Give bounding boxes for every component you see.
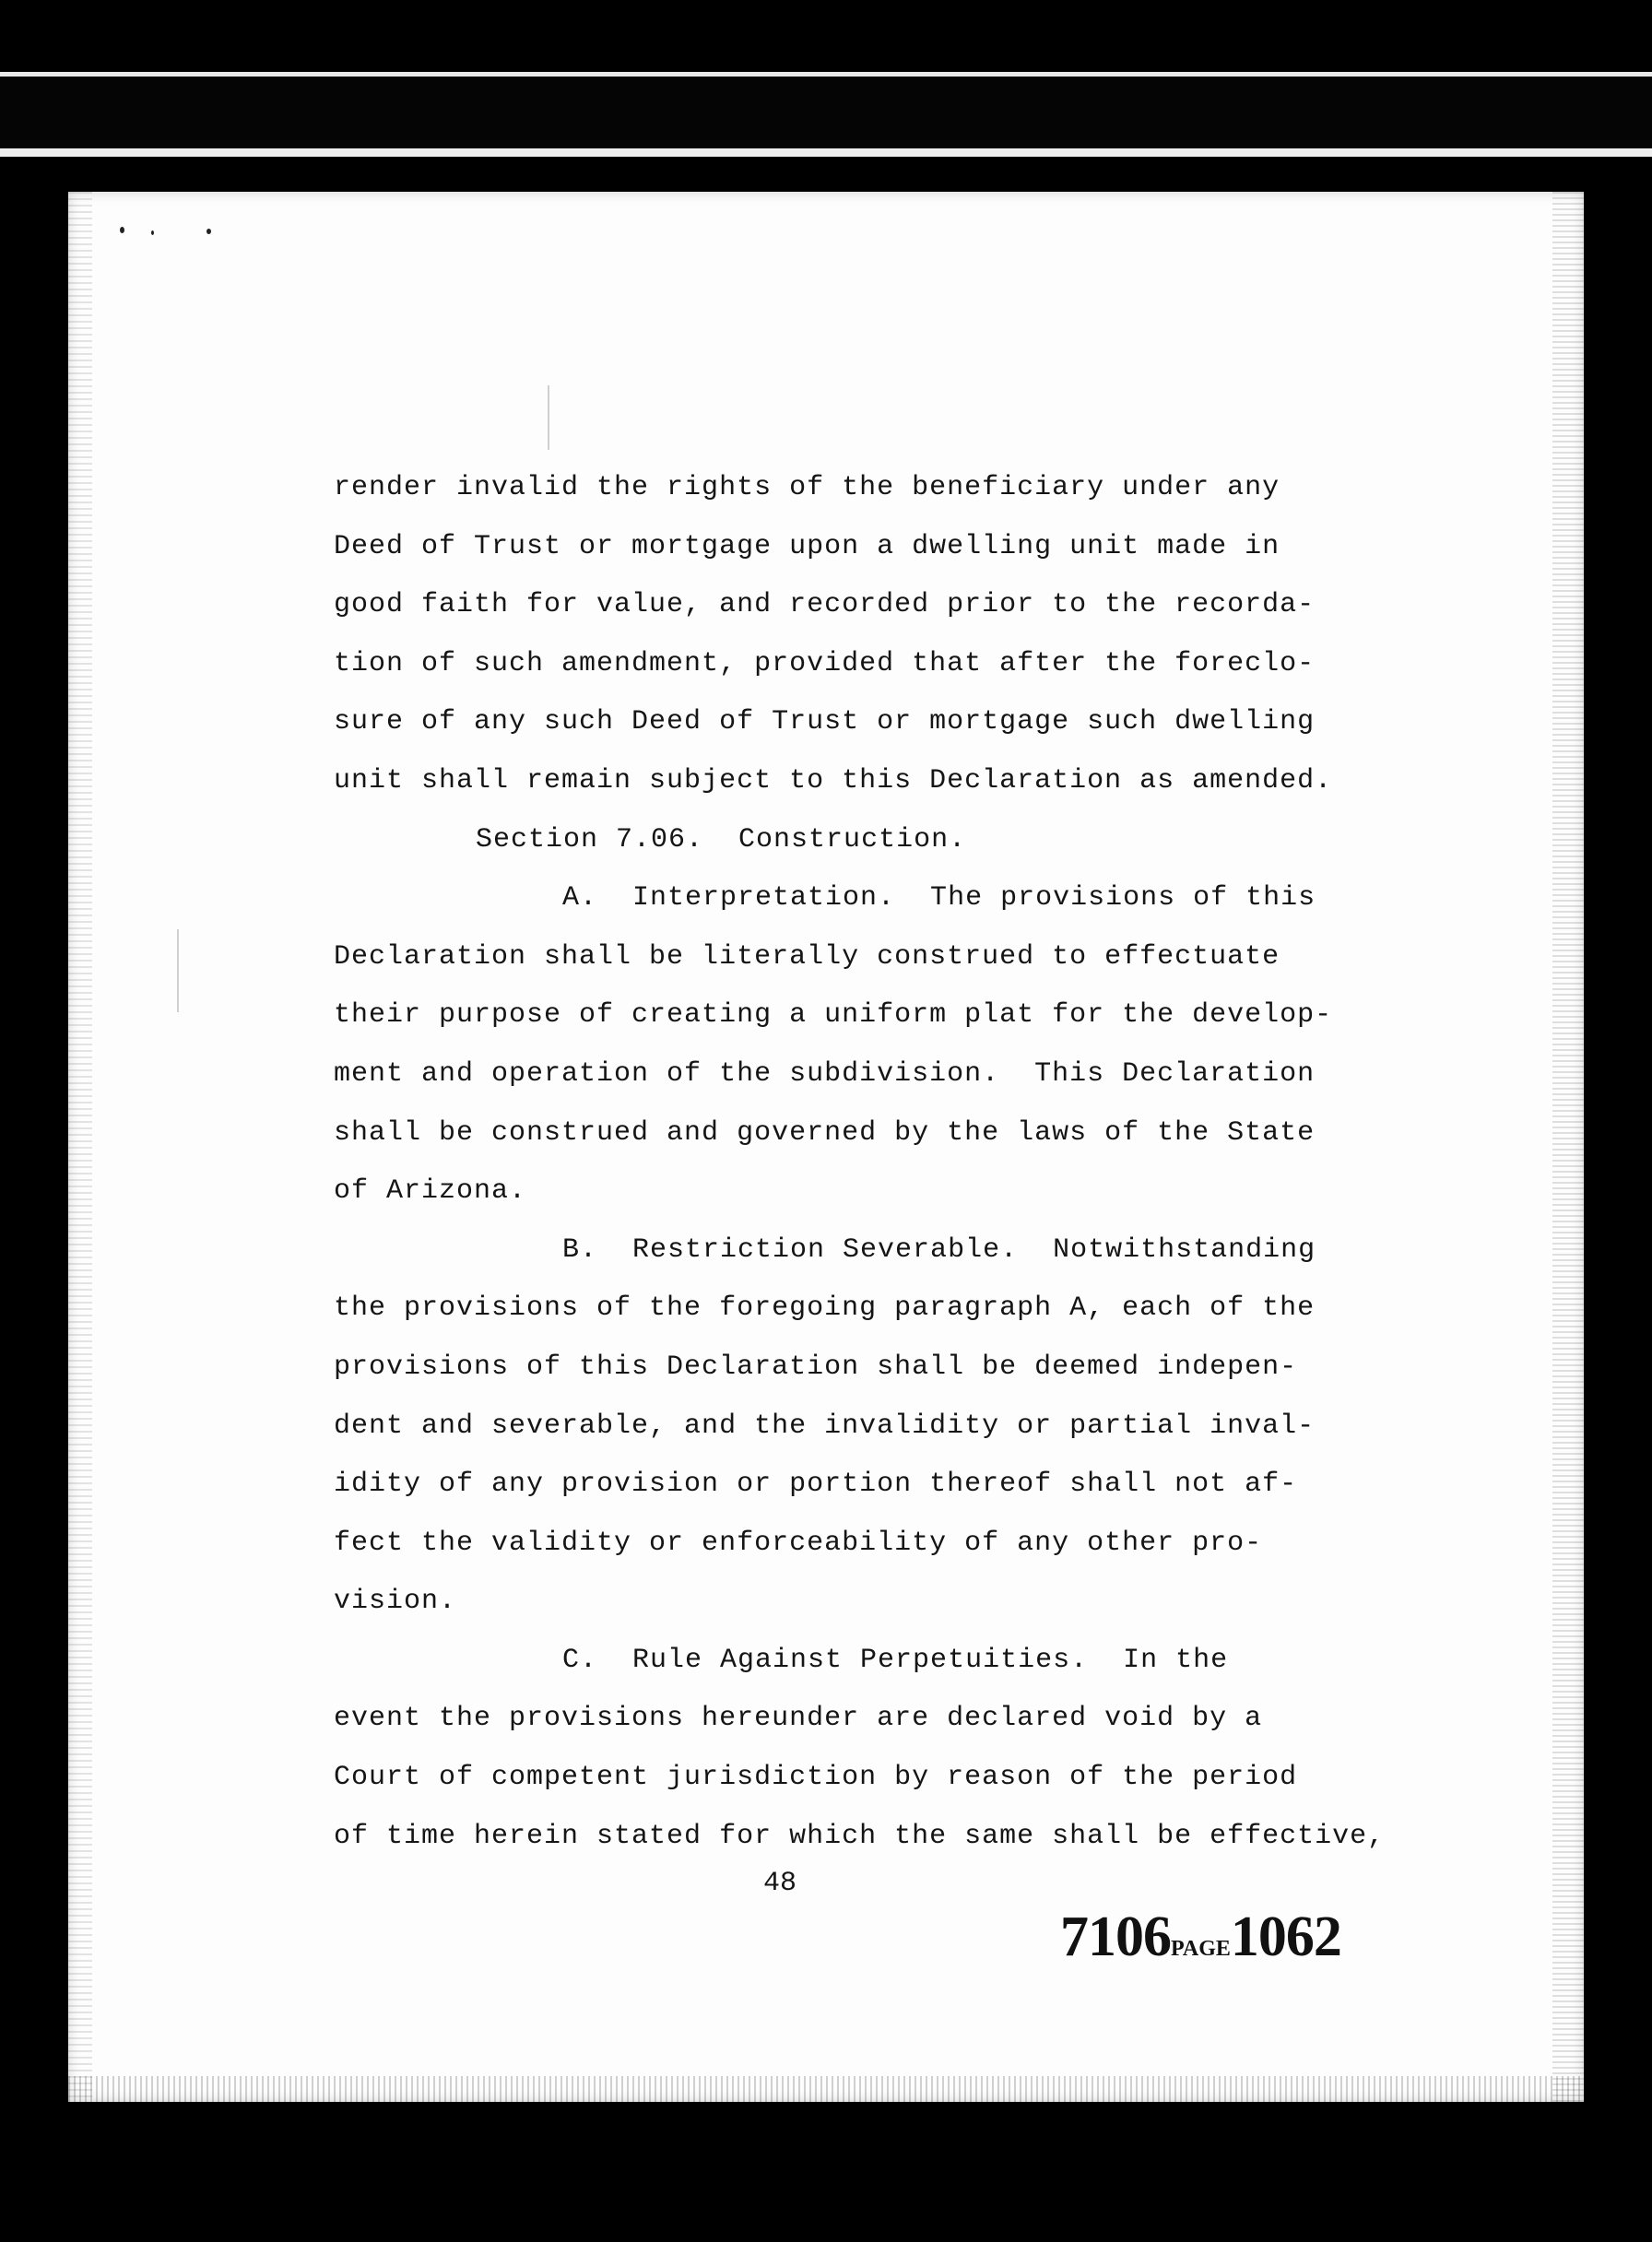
text-line: good faith for value, and recorded prior to the recorda- — [334, 589, 1316, 621]
scan-noise-left — [68, 192, 92, 2102]
scan-rule — [0, 148, 1652, 157]
scan-border-top — [0, 0, 1652, 72]
text-line: of time herein stated for which the same shall be effective, — [334, 1820, 1386, 1852]
text-line: provisions of this Declaration shall be deemed indepen- — [334, 1351, 1298, 1383]
declaration-body — [334, 459, 1440, 1866]
scan-noise-right — [1552, 192, 1584, 2102]
text-line: vision. — [334, 1586, 457, 1618]
text-line: Deed of Trust or mortgage upon a dwelling unit made in — [334, 530, 1280, 562]
scan-scratch — [548, 385, 549, 450]
stamp-book-number: 7106 — [1060, 1906, 1171, 1968]
text-line: Court of competent jurisdiction by reason of the period — [334, 1762, 1298, 1794]
text-line: of Arizona. — [334, 1175, 527, 1208]
text-line: unit shall remain subject to this Declaration as amended. — [334, 764, 1333, 796]
scan-speck — [120, 227, 124, 233]
stamp-page-number: 1062 — [1230, 1906, 1341, 1968]
scan-border-band — [0, 77, 1652, 148]
text-line: ment and operation of the subdivision. This Declaration — [334, 1057, 1316, 1090]
scan-scratch — [177, 929, 179, 1012]
scan-speck — [206, 229, 211, 234]
scan-speck — [151, 230, 154, 235]
text-line: dent and severable, and the invalidity or partial inval- — [334, 1410, 1316, 1442]
recording-stamp — [1060, 1905, 1341, 1970]
section-heading: Section 7.06. Construction. — [476, 823, 967, 856]
text-line: event the provisions hereunder are declared void by a — [334, 1703, 1263, 1735]
paragraph-a-heading: A. Interpretation. The provisions of this — [562, 882, 1316, 914]
scan-noise-bottom — [68, 2076, 1584, 2102]
paragraph-b-heading: B. Restriction Severable. Notwithstanding — [562, 1233, 1316, 1266]
text-line: the provisions of the foregoing paragraph A, each of the — [334, 1292, 1316, 1325]
text-line: render invalid the rights of the beneficiary under any — [334, 472, 1280, 503]
text-line: their purpose of creating a uniform plat for the develop- — [334, 999, 1333, 1032]
text-line: Declaration shall be literally construed to effectuate — [334, 940, 1280, 973]
document-page — [68, 192, 1584, 2102]
text-line: sure of any such Deed of Trust or mortgage such dwelling — [334, 706, 1316, 738]
text-line: shall be construed and governed by the laws of the State — [334, 1116, 1316, 1149]
text-line: fect the validity or enforceability of any other pro- — [334, 1527, 1263, 1559]
text-line: idity of any provision or portion thereof shall not af- — [334, 1469, 1298, 1501]
stamp-page-label: PAGE — [1171, 1937, 1231, 1961]
paragraph-c-heading: C. Rule Against Perpetuities. In the — [562, 1644, 1229, 1676]
page-number: 48 — [763, 1868, 797, 1899]
text-line: tion of such amendment, provided that after the foreclo- — [334, 647, 1316, 679]
